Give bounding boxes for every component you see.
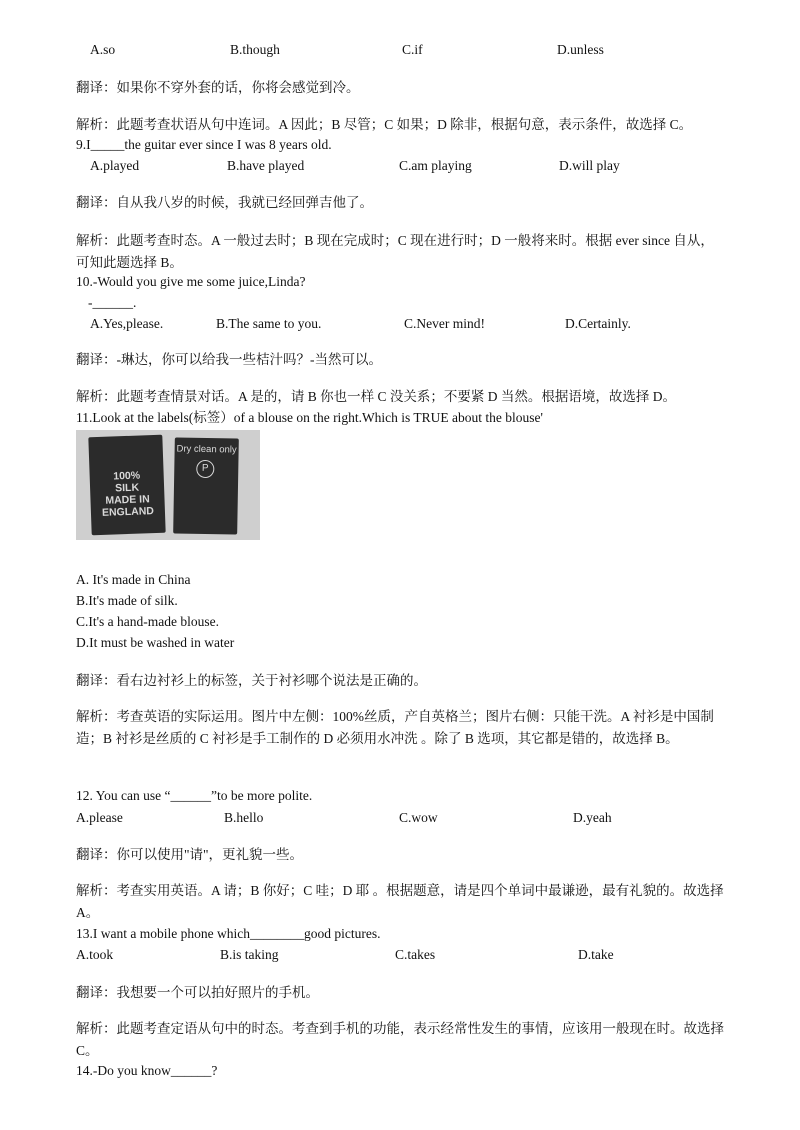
q9-question: 9.I_____the guitar ever since I was 8 years old. <box>76 137 332 152</box>
q12-option-d: D.yeah <box>573 810 612 825</box>
q9-option-b: B.have played <box>227 158 305 173</box>
q12-question: 12. You can use “______”to be more polite. <box>76 788 313 803</box>
q11-option-b: B.It's made of silk. <box>76 593 178 608</box>
q8-translation: 翻译：如果你不穿外套的话，你将会感觉到冷。 <box>76 80 360 95</box>
q10-question: 10.-Would you give me some juice,Linda? <box>76 274 306 289</box>
q11-option-a: A. It's made in China <box>76 572 191 587</box>
q10-analysis: 解析：此题考查情景对话。A 是的，请 B 你也一样 C 没关系；不要紧 D 当然。根据语境，故选择 D。 <box>76 389 677 404</box>
q9-analysis: 解析：此题考查时态。A 一般过去时；B 现在完成时；C 现在进行时；D 一般将来时。根据 ever since 自从，可知此题选择 B。 <box>76 233 714 270</box>
dry-clean-text: Dry clean only <box>176 443 237 456</box>
q8-option-c: C.if <box>402 42 423 57</box>
q11-translation: 翻译：看右边衬衫上的标签，关于衬衫哪个说法是正确的。 <box>76 673 427 688</box>
q13-question: 13.I want a mobile phone which________good pictures. <box>76 926 381 941</box>
q10-answer-blank: -______. <box>88 295 137 310</box>
q10-option-b: B.The same to you. <box>216 316 322 331</box>
q8-option-a: A.so <box>90 42 116 57</box>
q10-option-d: D.Certainly. <box>565 316 631 331</box>
blouse-labels-photo <box>76 430 260 540</box>
q12-option-c: C.wow <box>399 810 438 825</box>
q8-option-b: B.though <box>230 42 280 57</box>
q12-analysis: 解析：考查实用英语。A 请；B 你好；C 哇；D 耶 。根据题意，请是四个单词中最谦逊，最有礼貌的。故选择 A。 <box>76 883 724 920</box>
q10-translation: 翻译：-琳达，你可以给我一些桔汁吗？-当然可以。 <box>76 352 382 367</box>
q9-option-d: D.will play <box>559 158 620 173</box>
dry-clean-symbol-icon: P <box>196 460 214 478</box>
label-line: MADE IN <box>105 493 150 507</box>
care-label <box>173 437 239 534</box>
q13-option-a: A.took <box>76 947 114 962</box>
q13-option-b: B.is taking <box>220 947 279 962</box>
q12-translation: 翻译：你可以使用"请"，更礼貌一些。 <box>76 847 304 862</box>
q11-option-d: D.It must be washed in water <box>76 635 235 650</box>
q14-question: 14.-Do you know______? <box>76 1063 218 1078</box>
q9-option-c: C.am playing <box>399 158 472 173</box>
q12-option-b: B.hello <box>224 810 264 825</box>
q11-question: 11.Look at the labels(标签）of a blouse on the right.Which is TRUE about the blouse' <box>76 410 543 425</box>
q9-translation: 翻译：自从我八岁的时候，我就已经回弹吉他了。 <box>76 195 373 210</box>
q11-analysis: 解析：考查英语的实际运用。图片中左侧：100%丝质，产自英格兰；图片右侧：只能干洗。A 衬衫是中国制造；B 衬衫是丝质的 C 衬衫是手工制作的 D 必须用水冲洗 。除了 B 选项，其它都是错的，故选择 B。 <box>76 709 714 746</box>
q12-option-a: A.please <box>76 810 123 825</box>
label-line: SILK <box>114 481 140 495</box>
q10-option-a: A.Yes,please. <box>90 316 164 331</box>
q10-option-c: C.Never mind! <box>404 316 485 331</box>
q11-option-c: C.It's a hand-made blouse. <box>76 614 220 629</box>
q13-option-c: C.takes <box>395 947 436 962</box>
q8-option-d: D.unless <box>557 42 604 57</box>
label-line: ENGLAND <box>101 505 155 519</box>
q13-option-d: D.take <box>578 947 614 962</box>
q8-analysis: 解析：此题考查状语从句中连词。A 因此；B 尽管；C 如果；D 除非，根据句意，表示条件，故选择 C。 <box>76 117 693 132</box>
q9-option-a: A.played <box>90 158 140 173</box>
q13-analysis: 解析：此题考查定语从句中的时态。考查到手机的功能，表示经常性发生的事情，应该用一般现在时。故选择 C。 <box>76 1021 724 1058</box>
q13-translation: 翻译：我想要一个可以拍好照片的手机。 <box>76 985 319 1000</box>
silk-label <box>88 435 165 536</box>
label-line: 100% <box>113 469 141 483</box>
